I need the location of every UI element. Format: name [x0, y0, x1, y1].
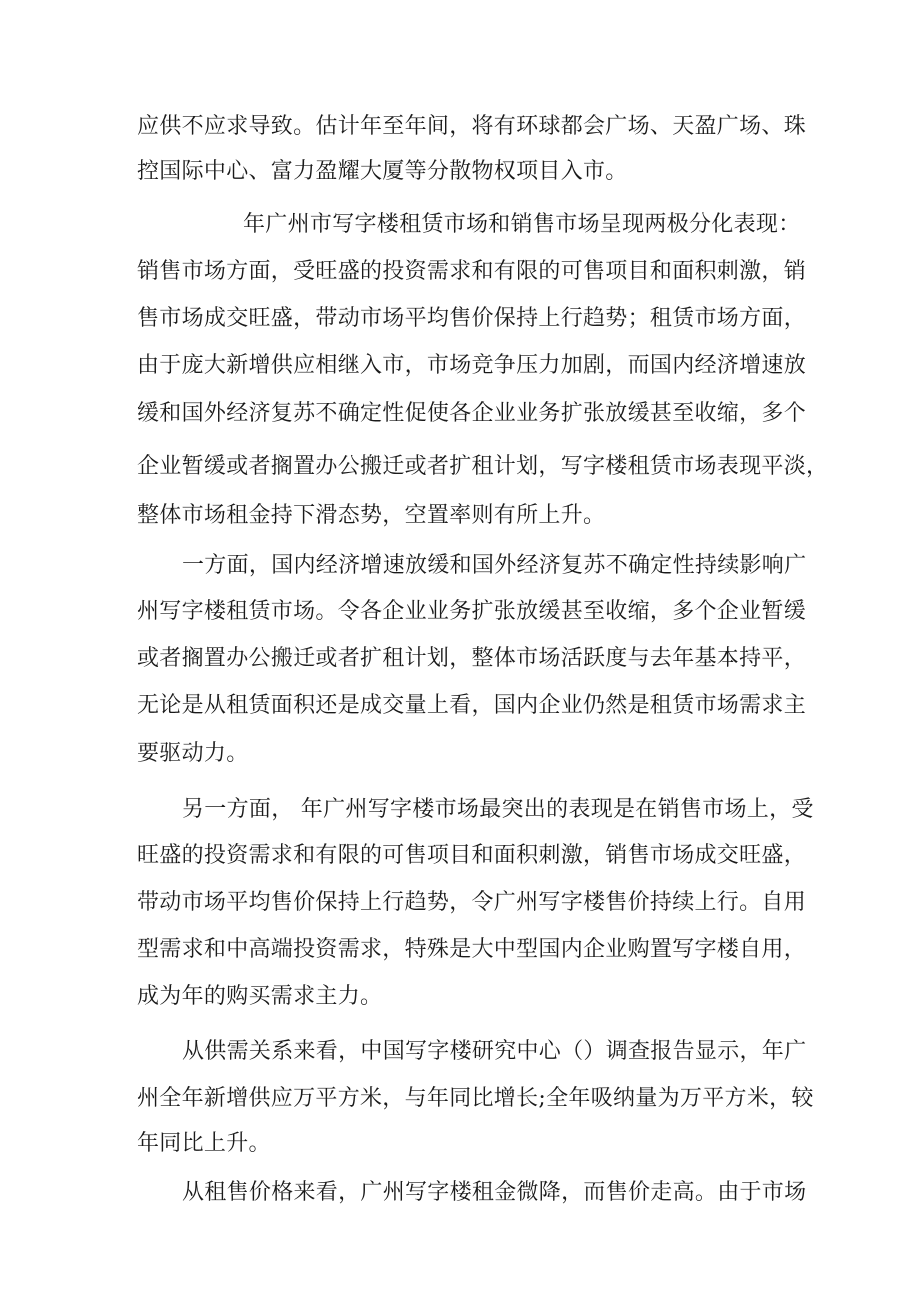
text-line: 年同比上升。: [137, 1131, 271, 1156]
text-line: 要驱动力。: [137, 741, 249, 766]
text-line: 由于庞大新增供应相继入市，市场竞争压力加剧，而国内经济增速放: [137, 353, 807, 378]
text-line: 旺盛的投资需求和有限的可售项目和面积刺激，销售市场成交旺盛，: [137, 843, 807, 868]
text-line: 应供不应求导致。估计年至年间，将有环球都会广场、天盈广场、珠: [137, 114, 807, 139]
text-line: 控国际中心、富力盈耀大厦等分散物权项目入市。: [137, 159, 628, 184]
text-line: 带动市场平均售价保持上行趋势，令广州写字楼售价持续上行。自用: [137, 890, 807, 915]
text-line: 销售市场方面，受旺盛的投资需求和有限的可售项目和面积刺激，销: [137, 259, 807, 284]
text-line: 或者搁置办公搬迁或者扩租计划，整体市场活跃度与去年基本持平，: [137, 646, 807, 671]
text-line: 整体市场租金持下滑态势，空置率则有所上升。: [137, 503, 606, 528]
text-line: 州写字楼租赁市场。令各企业业务扩张放缓甚至收缩，多个企业暂缓: [137, 599, 807, 624]
text-line: 无论是从租赁面积还是成交量上看，国内企业仍然是租赁市场需求主: [137, 693, 807, 718]
text-line: 年广州市写字楼租赁市场和销售市场呈现两极分化表现：: [243, 212, 801, 237]
text-line: 一方面，国内经济增速放缓和国外经济复苏不确定性持续影响广: [182, 553, 807, 578]
text-line: 型需求和中高端投资需求，特殊是大中型国内企业购置写字楼自用，: [137, 937, 807, 962]
text-line: 成为年的购买需求主力。: [137, 984, 383, 1009]
text-line: 从租售价格来看，广州写字楼租金微降，而售价走高。由于市场: [182, 1180, 807, 1205]
text-line: 售市场成交旺盛，带动市场平均售价保持上行趋势；租赁市场方面，: [137, 306, 807, 331]
text-line: 缓和国外经济复苏不确定性促使各企业业务扩张放缓甚至收缩，多个: [137, 401, 807, 426]
text-line: 州全年新增供应万平方米，与年同比增长;全年吸纳量为万平方米，较: [137, 1086, 814, 1111]
text-line: 企业暂缓或者搁置办公搬迁或者扩租计划，写字楼租赁市场表现平淡，: [137, 454, 829, 479]
text-line: 从供需关系来看，中国写字楼研究中心（）调查报告显示，年广: [182, 1039, 807, 1064]
text-line: 另一方面， 年广州写字楼市场最突出的表现是在销售市场上，受: [182, 797, 814, 822]
